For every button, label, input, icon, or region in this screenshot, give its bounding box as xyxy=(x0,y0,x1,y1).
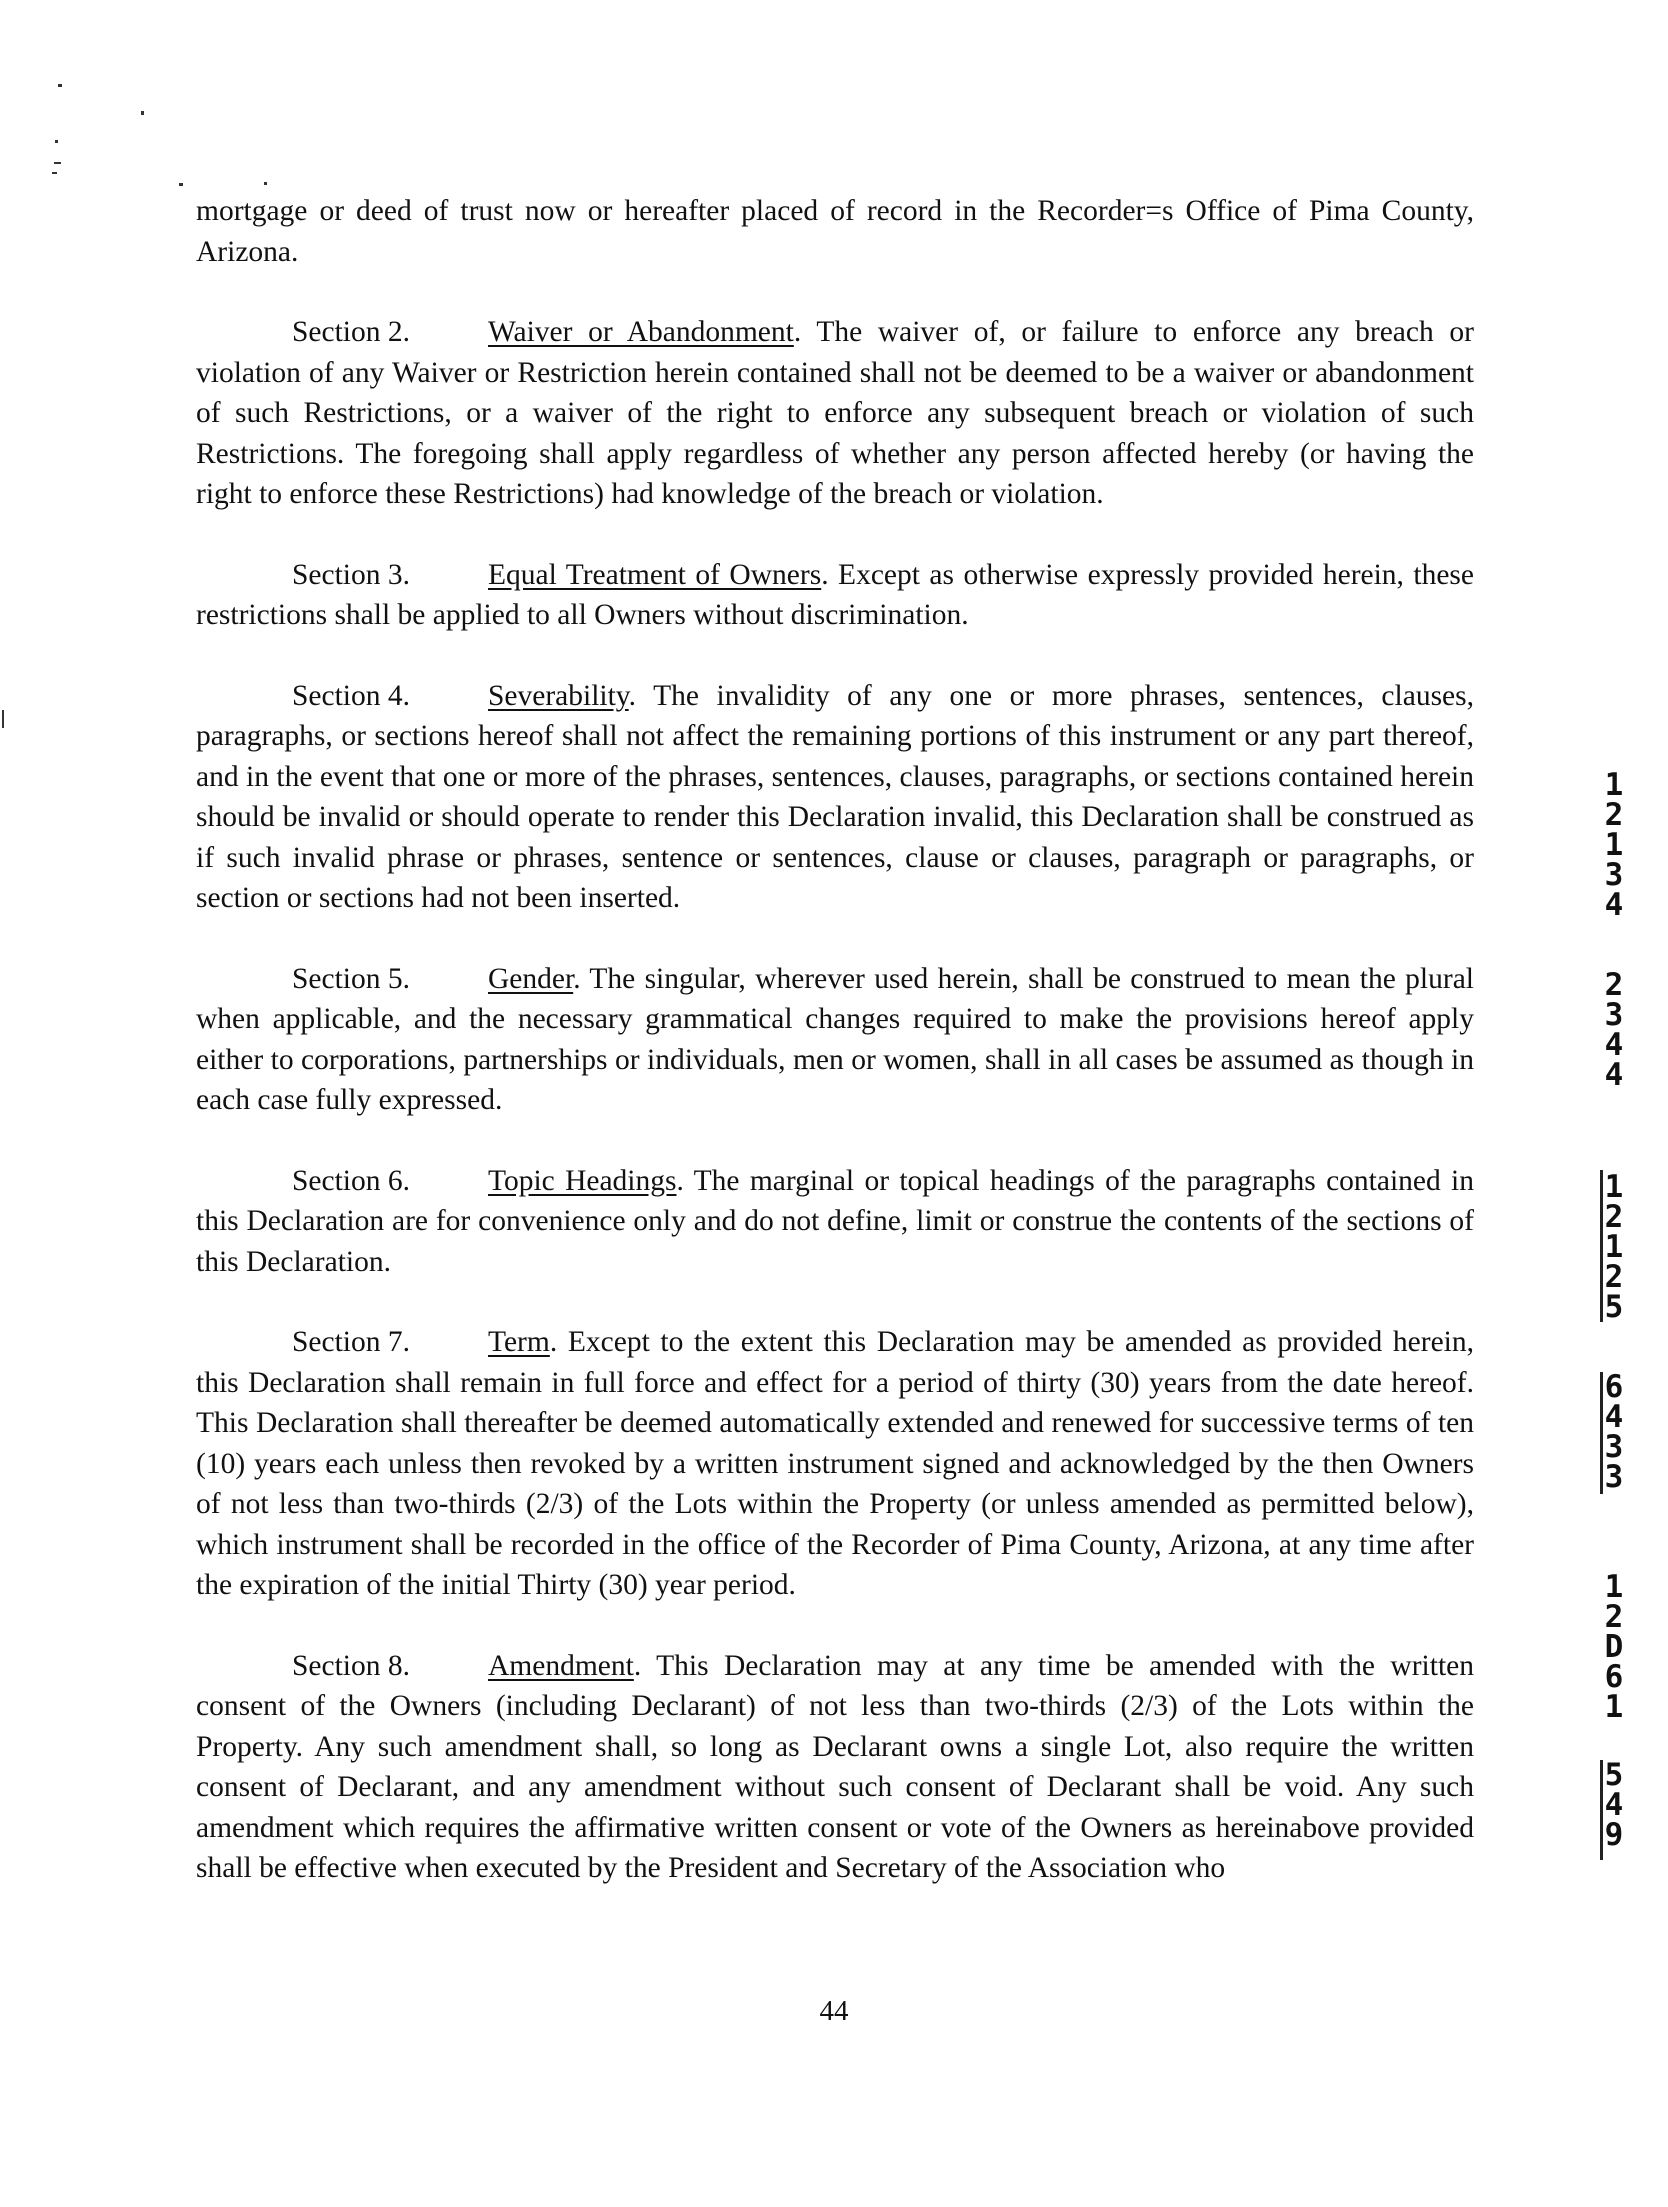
stamp-digit: 3 xyxy=(1604,997,1624,1033)
section-5 xyxy=(196,959,1474,1121)
section-heading: Topic Headings xyxy=(488,1164,677,1197)
stamp-digit: 4 xyxy=(1604,1399,1624,1435)
section-8 xyxy=(196,1646,1474,1889)
stamp-rule xyxy=(1600,1372,1603,1494)
section-text: . Except to the extent this Declaration may be amended as provided herein, this Declaration shall remain in full force and effect for a period of thirty (30) years from the date hereof. This Declaration shall thereafter be deemed automatically extended and renewed for successive terms of ten (10) years each unless then revoked by a written instrument signed and acknowledged by the then Owners of not less than two-thirds (2/3) of the Lots within the Property (or unless amended as permitted below), which instrument shall be recorded in the office of the Recorder of Pima County, Arizona, at any time after the expiration of the initial Thirty (30) year period. xyxy=(196,1326,1474,1601)
stamp-digit: 3 xyxy=(1604,857,1624,893)
section-heading: Severability xyxy=(488,679,629,712)
stamp-digit: 2 xyxy=(1604,1259,1624,1295)
stamp-digit: 1 xyxy=(1604,827,1624,863)
section-4 xyxy=(196,676,1474,919)
section-label: Section 2. xyxy=(292,316,410,348)
section-label: Section 8. xyxy=(292,1649,410,1682)
section-label: Section 5. xyxy=(292,962,410,995)
section-label: Section 3. xyxy=(292,558,410,591)
stamp-digit: 4 xyxy=(1604,1787,1624,1823)
stamp-digit: 3 xyxy=(1604,1459,1624,1495)
stamp-digit: 5 xyxy=(1604,1289,1624,1325)
scan-speck xyxy=(141,111,144,115)
section-heading: Amendment xyxy=(488,1649,634,1682)
section-6 xyxy=(196,1161,1474,1283)
stamp-digit: 2 xyxy=(1604,1199,1624,1235)
section-heading: Equal Treatment of Owners xyxy=(488,558,822,591)
scan-speck xyxy=(58,84,62,87)
stamp-rule xyxy=(1600,1170,1603,1322)
margin-stamp-group xyxy=(1594,967,1634,1093)
intro-paragraph: mortgage or deed of trust now or hereafter placed of record in the Recorder=s Office of Pima County, Arizona. xyxy=(196,195,1474,268)
page-number: 44 xyxy=(819,1995,849,2027)
stamp-digit: 2 xyxy=(1604,797,1624,833)
stamp-digit: 3 xyxy=(1604,1429,1624,1465)
stamp-digit: 5 xyxy=(1604,1757,1624,1793)
stamp-rule xyxy=(1600,1760,1603,1860)
scan-speck xyxy=(52,172,57,174)
section-text: . The invalidity of any one or more phrases, sentences, clauses, paragraphs, or sections hereof shall not affect the remaining portions of this instrument or any part thereof, and in the event that one or more of the phrases, sentences, clauses, paragraphs, or sections contained herein should be invalid or should operate to render this Declaration invalid, this Declaration shall be construed as if such invalid phrase or phrases, sentence or sentences, clause or clauses, paragraph or paragraphs, or section or sections had not been inserted. xyxy=(196,679,1474,914)
section-2 xyxy=(196,312,1474,515)
margin-stamp-group xyxy=(1594,1569,1634,1725)
stamp-digit: 6 xyxy=(1604,1369,1624,1405)
scan-speck xyxy=(264,182,267,185)
section-text: . The singular, wherever used herein, shall be construed to mean the plural when applicable, and the necessary grammatical changes required to make the provisions hereof apply either to corporations, partnerships or individuals, men or women, shall in all cases be assumed as though in each case fully expressed. xyxy=(196,962,1474,1116)
margin-stamp-group xyxy=(1594,767,1634,923)
stamp-digit: 1 xyxy=(1604,1689,1624,1725)
stamp-digit: 2 xyxy=(1604,1599,1624,1635)
stamp-digit: 1 xyxy=(1604,1569,1624,1605)
document-body xyxy=(196,191,1474,1929)
section-text: . Except as otherwise expressly provided herein, these restrictions shall be applied to all Owners without discrimination. xyxy=(196,558,1475,631)
stamp-digit: 2 xyxy=(1604,967,1624,1003)
stamp-digit: 4 xyxy=(1604,1027,1624,1063)
section-label: Section 7. xyxy=(292,1326,410,1358)
stamp-digit: 1 xyxy=(1604,1169,1624,1205)
section-heading: Term xyxy=(488,1326,550,1358)
stamp-digit: 6 xyxy=(1604,1659,1624,1695)
scan-speck xyxy=(179,183,183,186)
section-text: . The marginal or topical headings of the paragraphs contained in this Declaration are for convenience only and do not define, limit or construe the contents of the sections of this Declaration. xyxy=(196,1164,1474,1278)
section-heading: Gender xyxy=(488,962,574,995)
stamp-digit: 4 xyxy=(1604,1057,1624,1093)
stamp-digit: 1 xyxy=(1604,1229,1624,1265)
section-text: . This Declaration may at any time be amended with the written consent of the Owners (including Declarant) of not less than two-thirds (2/3) of the Lots within the Property. Any such amendment shall, so long as Declarant owns a single Lot, also require the written consent of Declarant, and any amendment without such consent of Declarant shall be void. Any such amendment which requires the affirmative written consent or vote of the Owners as hereinabove provided shall be effective when executed by the President and Secretary of the Association who xyxy=(196,1649,1474,1884)
section-label: Section 6. xyxy=(292,1164,410,1197)
section-3 xyxy=(196,555,1474,636)
section-label: Section 4. xyxy=(292,679,410,712)
stamp-digit: D xyxy=(1604,1629,1624,1665)
scan-speck xyxy=(54,162,61,164)
scan-speck xyxy=(55,140,58,143)
section-heading: Waiver or Abandonment xyxy=(488,316,794,348)
stamp-digit: 9 xyxy=(1604,1817,1624,1853)
stamp-digit: 1 xyxy=(1604,767,1624,803)
section-7 xyxy=(196,1322,1474,1606)
stamp-digit: 4 xyxy=(1604,887,1624,923)
scan-speck xyxy=(2,710,4,728)
section-text: . The waiver of, or failure to enforce any breach or violation of any Waiver or Restriction herein contained shall not be deemed to be a waiver or abandonment of such Restrictions, or a waiver of the right to enforce any subsequent breach or violation of such Restrictions. The foregoing shall apply regardless of whether any person affected hereby (or having the right to enforce these Restrictions) had knowledge of the breach or violation. xyxy=(196,316,1474,510)
